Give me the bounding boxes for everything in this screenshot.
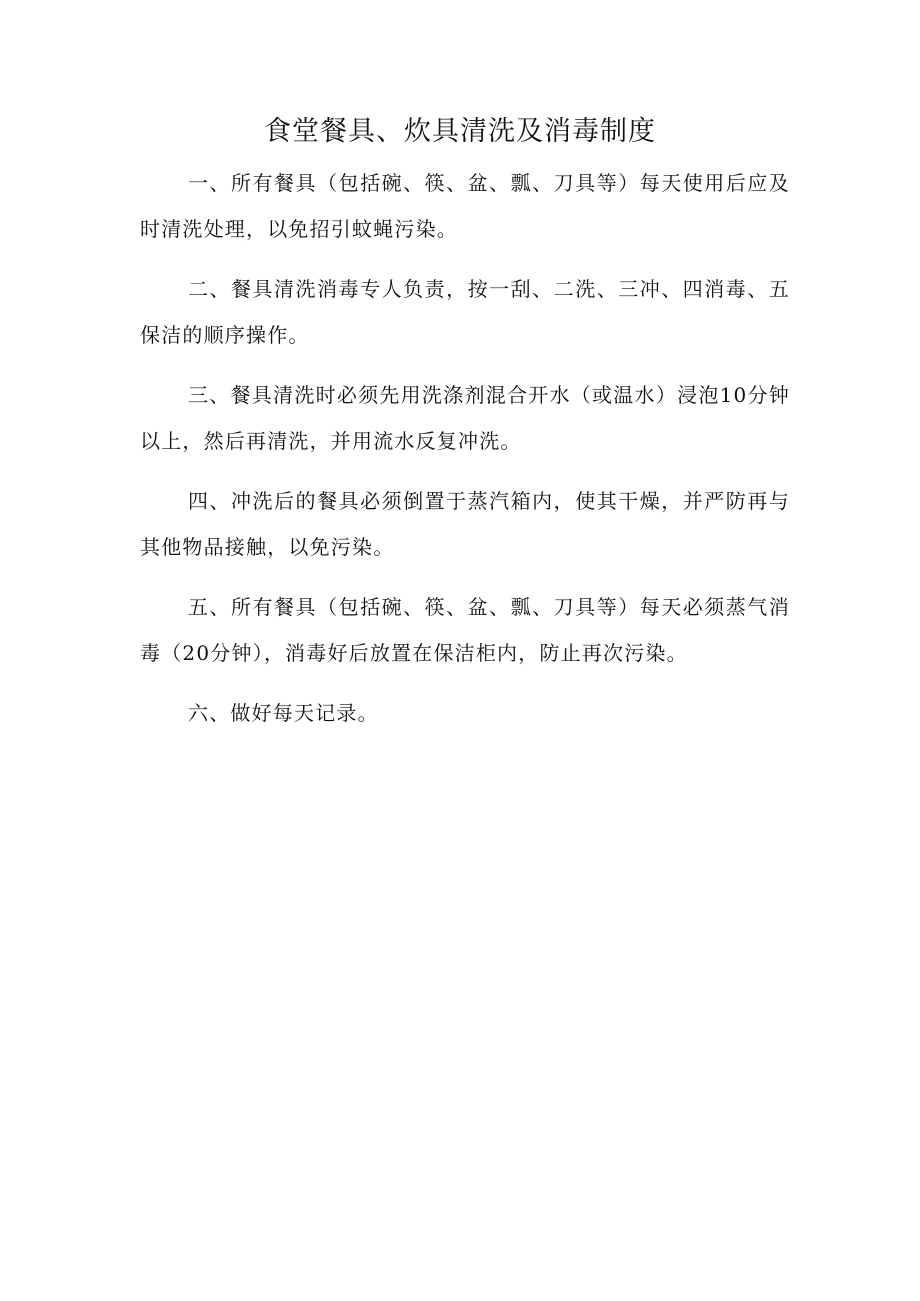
paragraph-6: 六、做好每天记录。 <box>188 701 379 725</box>
document-title: 食堂餐具、炊具清洗及消毒制度 <box>264 116 656 147</box>
paragraph-4: 四、冲洗后的餐具必须倒置于蒸汽箱内，使其干燥，并严防再与其他物品接触，以免污染。 <box>140 489 790 559</box>
paragraph-5: 五、所有餐具（包括碗、筷、盆、瓢、刀具等）每天必须蒸气消毒（20分钟），消毒好后放置在保洁柜内，防止再次污染。 <box>140 595 790 665</box>
paragraph-1: 一、所有餐具（包括碗、筷、盆、瓢、刀具等）每天使用后应及时清洗处理，以免招引蚊蝇污染。 <box>140 171 790 241</box>
paragraph-2: 二、餐具清洗消毒专人负责，按一刮、二洗、三冲、四消毒、五保洁的顺序操作。 <box>140 277 790 347</box>
paragraph-3: 三、餐具清洗时必须先用洗涤剂混合开水（或温水）浸泡10分钟以上，然后再清洗，并用流水反复冲洗。 <box>140 383 790 453</box>
document-body <box>140 160 790 750</box>
